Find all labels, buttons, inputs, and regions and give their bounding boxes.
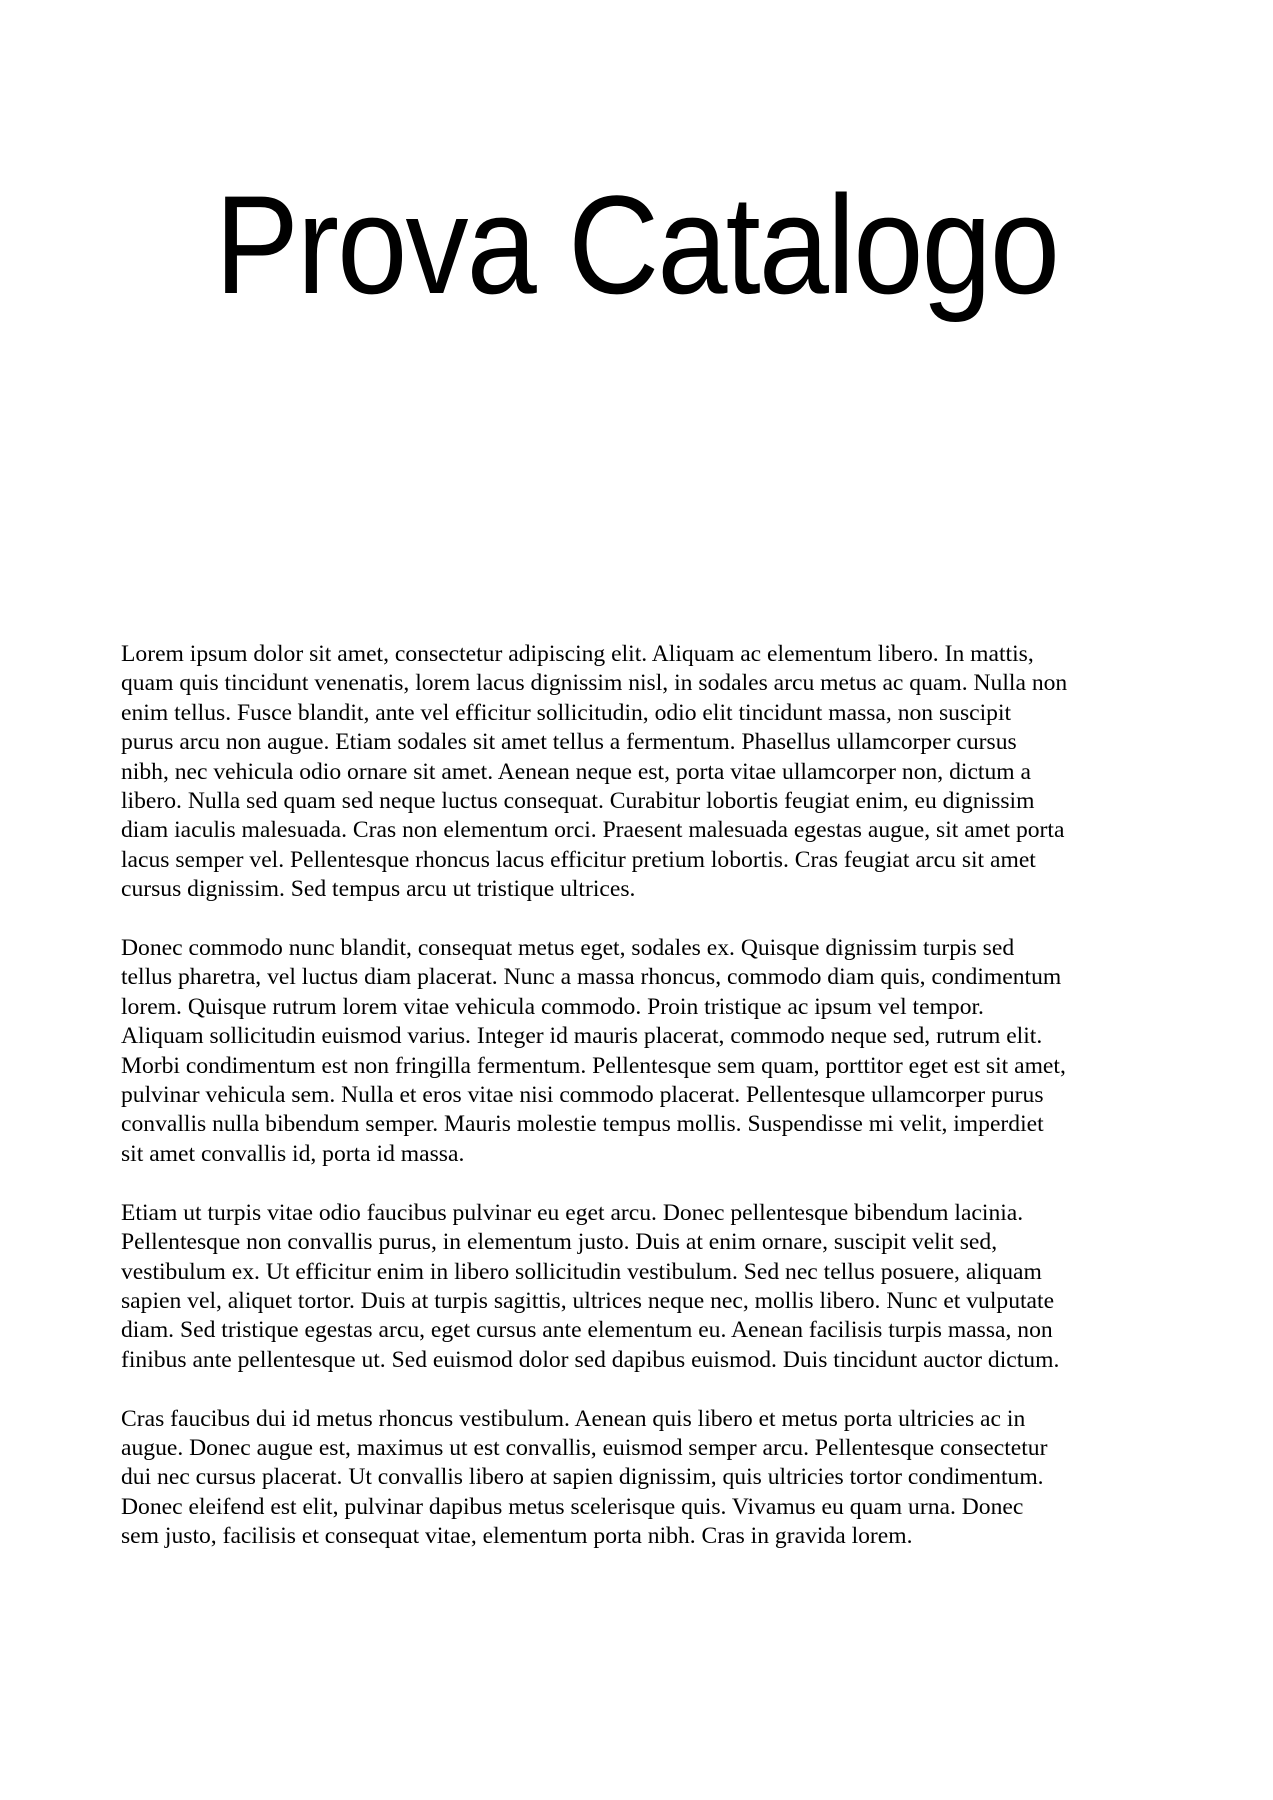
text-line: purus arcu non augue. Etiam sodales sit amet tellus a fermentum. Phasellus ullamcorper cursus	[121, 729, 1017, 756]
text-line: diam. Sed tristique egestas arcu, eget cursus ante elementum eu. Aenean facilisis turpis massa, non	[121, 1317, 1053, 1344]
text-line: pulvinar vehicula sem. Nulla et eros vitae nisi commodo placerat. Pellentesque ullamcorper purus	[121, 1082, 1044, 1109]
text-line: Aliquam sollicitudin euismod varius. Integer id mauris placerat, commodo neque sed, rutrum elit.	[121, 1023, 1043, 1050]
text-line: diam iaculis malesuada. Cras non elementum orci. Praesent malesuada egestas augue, sit amet porta	[121, 817, 1065, 844]
text-line: Lorem ipsum dolor sit amet, consectetur adipiscing elit. Aliquam ac elementum libero. In mattis,	[121, 641, 1034, 667]
text-line: vestibulum ex. Ut efficitur enim in libero sollicitudin vestibulum. Sed nec tellus posuere, aliquam	[121, 1258, 1042, 1285]
text-line: Cras faucibus dui id metus rhoncus vestibulum. Aenean quis libero et metus porta ultricies ac in	[121, 1405, 1026, 1432]
text-line: tellus pharetra, vel luctus diam placerat. Nunc a massa rhoncus, commodo diam quis, condimentum	[121, 964, 1062, 991]
text-line: nibh, nec vehicula odio ornare sit amet. Aenean neque est, porta vitae ullamcorper non, dictum a	[121, 758, 1032, 785]
document-title: Prova Catalogo	[214, 166, 1059, 323]
text-line: Pellentesque non convallis purus, in elementum justo. Duis at enim ornare, suscipit velit sed,	[121, 1229, 998, 1256]
text-line: Donec commodo nunc blandit, consequat metus eget, sodales ex. Quisque dignissim turpis sed	[121, 935, 1015, 962]
text-line: Morbi condimentum est non fringilla fermentum. Pellentesque sem quam, porttitor eget est sit amet,	[121, 1052, 1066, 1079]
text-line: sem justo, facilisis et consequat vitae, elementum porta nibh. Cras in gravida lorem.	[121, 1523, 913, 1550]
paragraph-3	[121, 1199, 1161, 1375]
text-line: dui nec cursus placerat. Ut convallis libero at sapien dignissim, quis ultricies tortor condimentum.	[121, 1464, 1044, 1491]
paragraph-4	[121, 1405, 1161, 1552]
text-line: enim tellus. Fusce blandit, ante vel efficitur sollicitudin, odio elit tincidunt massa, non suscipit	[121, 699, 1012, 726]
text-line: sapien vel, aliquet tortor. Duis at turpis sagittis, ultrices neque nec, mollis libero. Nunc et vulputate	[121, 1287, 1055, 1314]
text-line: Donec eleifend est elit, pulvinar dapibus metus scelerisque quis. Vivamus eu quam urna. Donec	[121, 1493, 1024, 1520]
text-line: quam quis tincidunt venenatis, lorem lacus dignissim nisl, in sodales arcu metus ac quam. Nulla non	[121, 670, 1068, 697]
paragraph-1	[121, 640, 1161, 905]
text-line: convallis nulla bibendum semper. Mauris molestie tempus mollis. Suspendisse mi velit, imperdiet	[121, 1111, 1044, 1138]
text-line: Etiam ut turpis vitae odio faucibus pulvinar eu eget arcu. Donec pellentesque bibendum lacinia.	[121, 1199, 1024, 1226]
text-line: lacus semper vel. Pellentesque rhoncus lacus efficitur pretium lobortis. Cras feugiat arcu sit amet	[121, 846, 1036, 873]
paragraph-2	[121, 934, 1161, 1169]
text-line: lorem. Quisque rutrum lorem vitae vehicula commodo. Proin tristique ac ipsum vel tempor.	[121, 993, 984, 1020]
text-line: cursus dignissim. Sed tempus arcu ut tristique ultrices.	[121, 876, 636, 903]
text-line: sit amet convallis id, porta id massa.	[121, 1140, 465, 1167]
text-line: augue. Donec augue est, maximus ut est convallis, euismod semper arcu. Pellentesque consectetur	[121, 1434, 1048, 1461]
text-line: finibus ante pellentesque ut. Sed euismod dolor sed dapibus euismod. Duis tincidunt auctor dictum.	[121, 1346, 1060, 1373]
document-body	[121, 640, 1161, 1581]
text-line: libero. Nulla sed quam sed neque luctus consequat. Curabitur lobortis feugiat enim, eu dignissim	[121, 788, 1035, 815]
